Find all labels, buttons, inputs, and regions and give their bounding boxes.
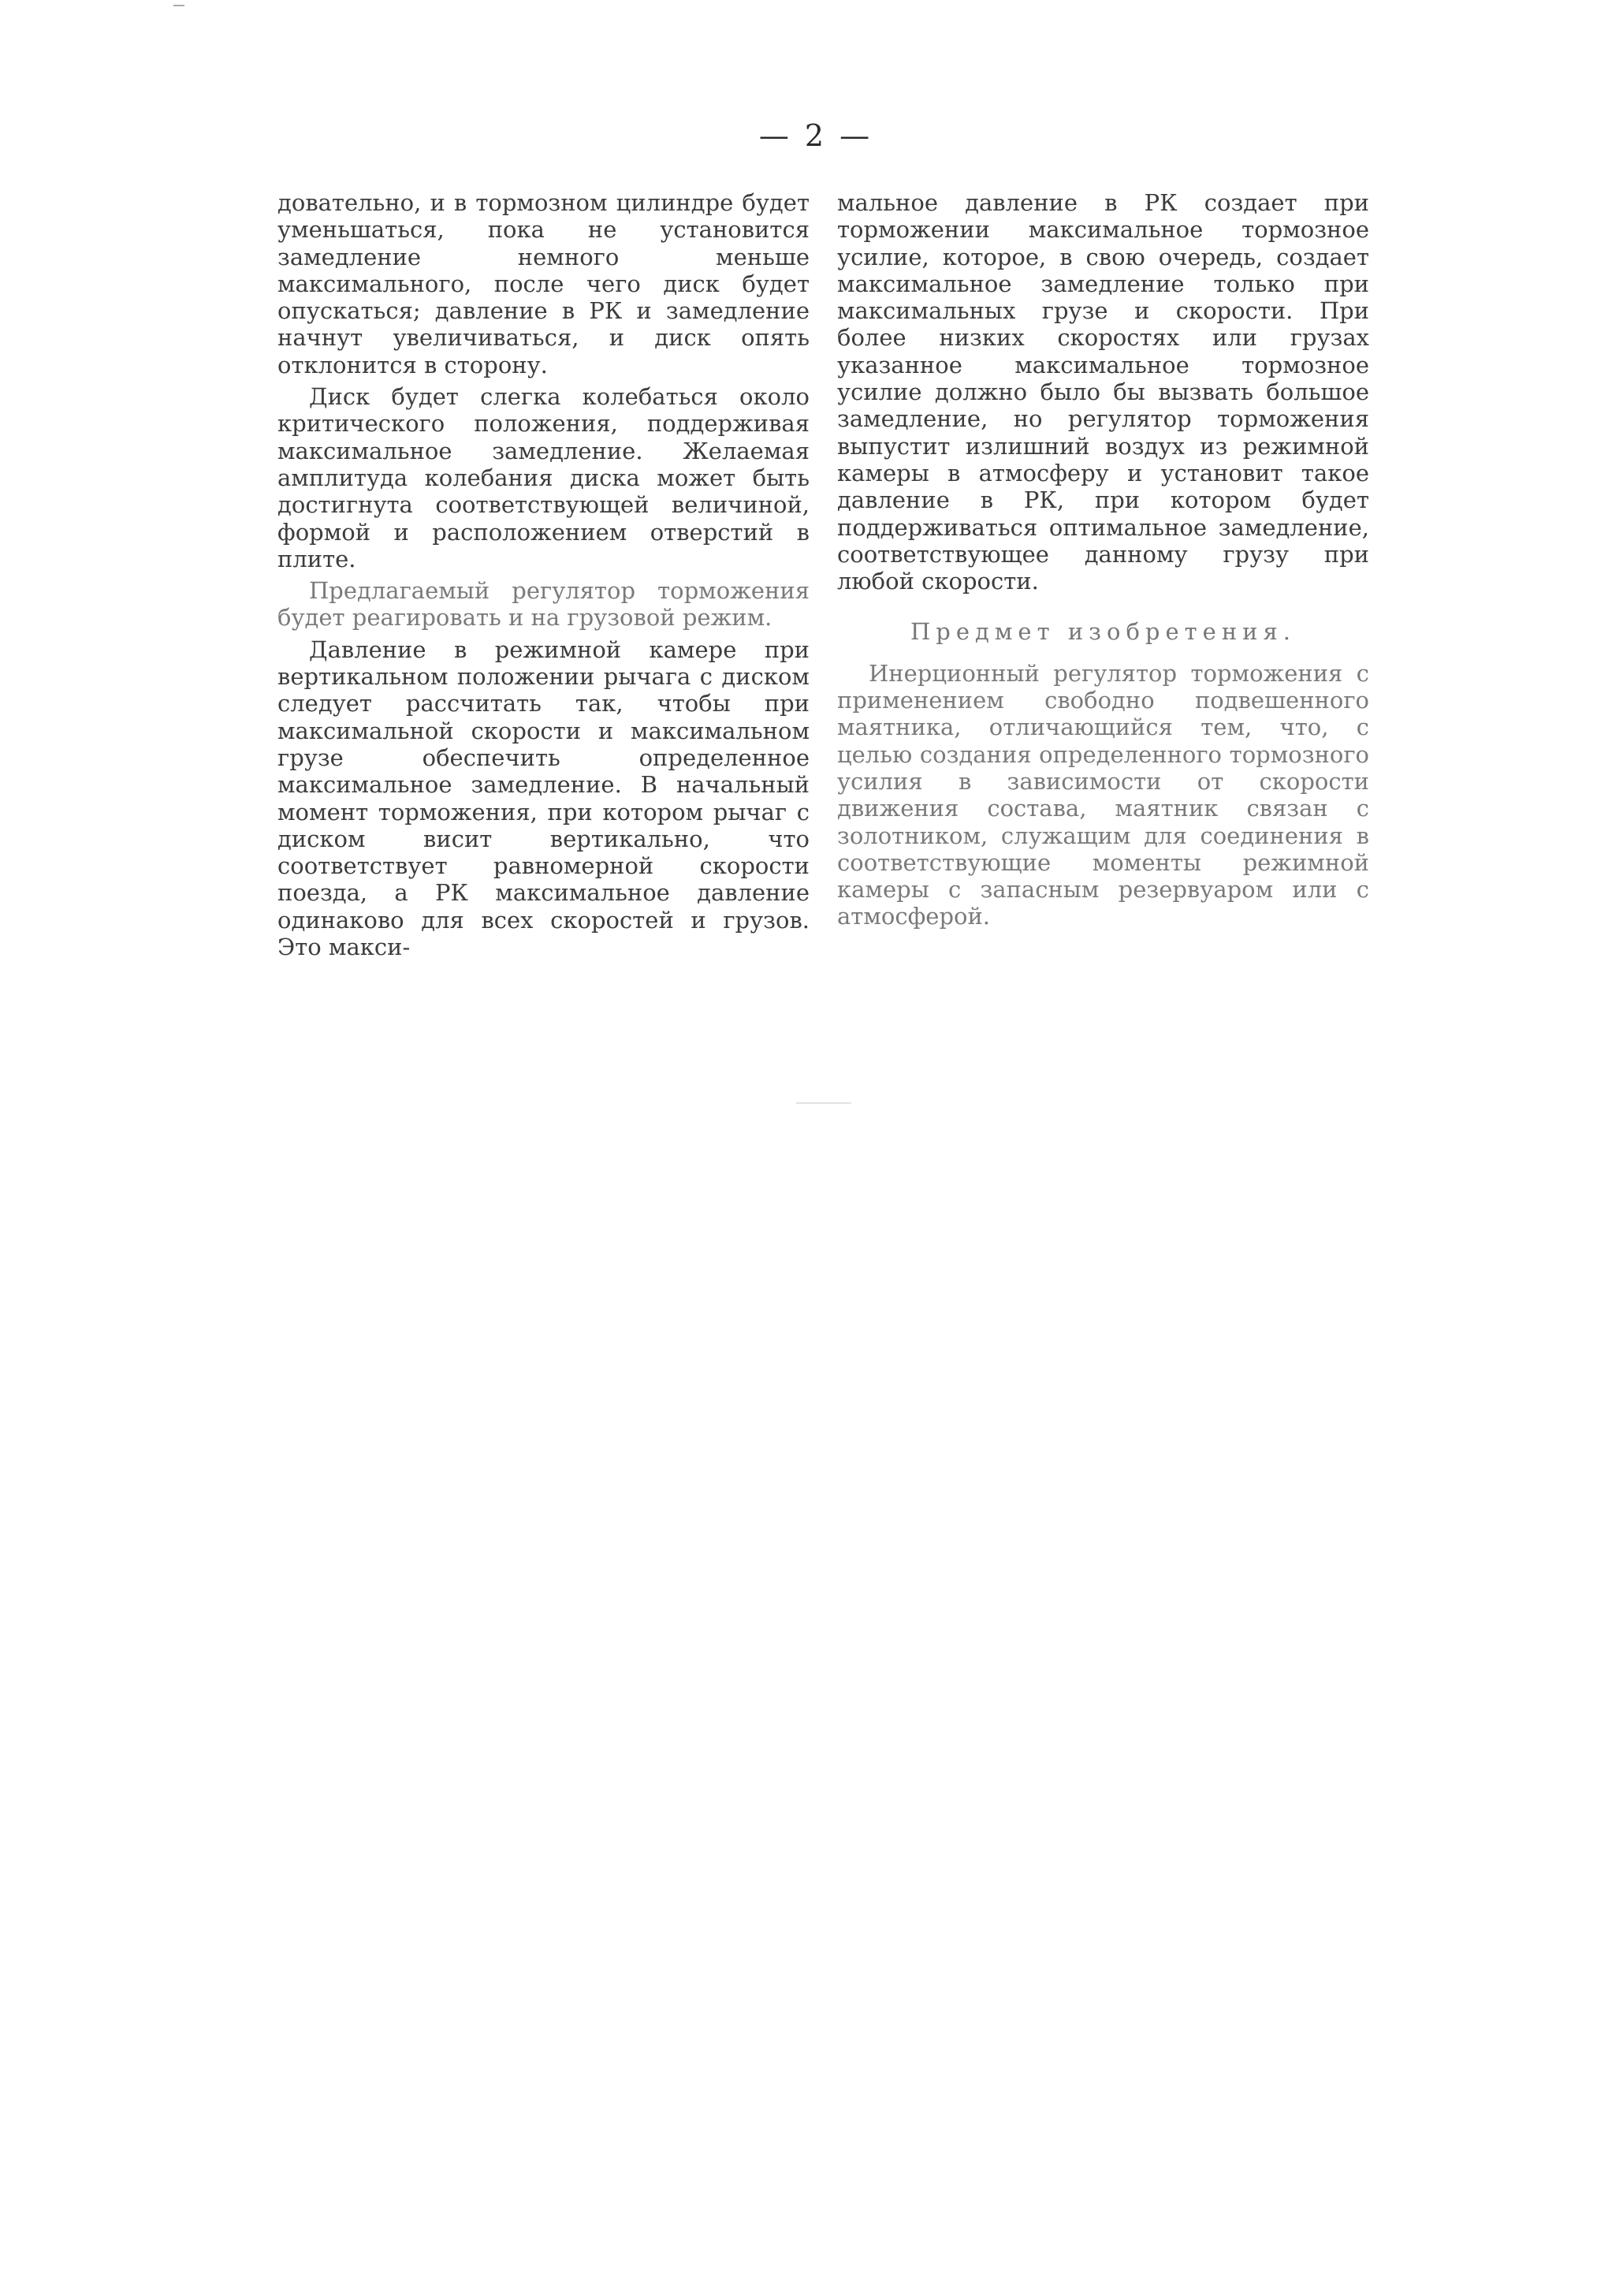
- paragraph-disk-oscillation: Диск будет слегка колебаться около критического положения, поддерживая максимальное замедление. Желаемая амплитуда колебания диска может быть достигнута соответствующей величиной, формой и расположением отверстий в плите.: [277, 383, 810, 572]
- left-column: [277, 189, 810, 960]
- scan-mark-bottom: [796, 1102, 851, 1104]
- scan-mark: [173, 5, 184, 6]
- right-column: [837, 189, 1369, 930]
- paragraph-max-pressure: мальное давление в РК создает при торможении максимальное тормозное усилие, которое, в свою очередь, создает максимальное замедление только при максимальных грузе и скорости. При более низких скоростях или грузах указанное максимальное тормозное усилие должно было бы вызвать большое замедление, но регулятор торможения выпустит излишний воздух из режимной камеры в атмосферу и установит такое давление в РК, при котором будет поддерживаться оптимальное замедление, соответствующее данному грузу при любой скорости.: [837, 189, 1369, 595]
- section-heading: Предмет изобретения.: [910, 618, 1297, 646]
- paragraph-load-mode: Предлагаемый регулятор торможения будет реагировать и на грузовой режим.: [277, 577, 810, 632]
- paragraph-continuation: довательно, и в тормозном цилиндре будет уменьшаться, пока не установится замедление немного меньше максимального, после чего диск будет опускаться; давление в РК и замедление начнут увеличиваться, и диск опять отклонится в сторону.: [277, 189, 810, 378]
- paragraph-pressure: Давление в режимной камере при вертикальном положении рычага с диском следует рассчитать так, чтобы при максимальной скорости и максимальном грузе обеспечить определенное максимальное замедление. В начальный момент торможения, при котором рычаг с диском висит вертикально, что соответствует равномерной скорости поезда, а РК максимальное давление одинаково для всех скоростей и грузов. Это макси-: [277, 636, 810, 961]
- claim-text: Инерционный регулятор торможения с применением свободно подвешенного маятника, отличающийся тем, что, с целью создания определенного тормозного усилия в зависимости от скорости движения состава, маятник связан с золотником, служащим для соединения в соответствующие моменты режимной камеры с запасным резервуаром или с атмосферой.: [837, 659, 1369, 930]
- page-number: — 2 —: [758, 118, 873, 153]
